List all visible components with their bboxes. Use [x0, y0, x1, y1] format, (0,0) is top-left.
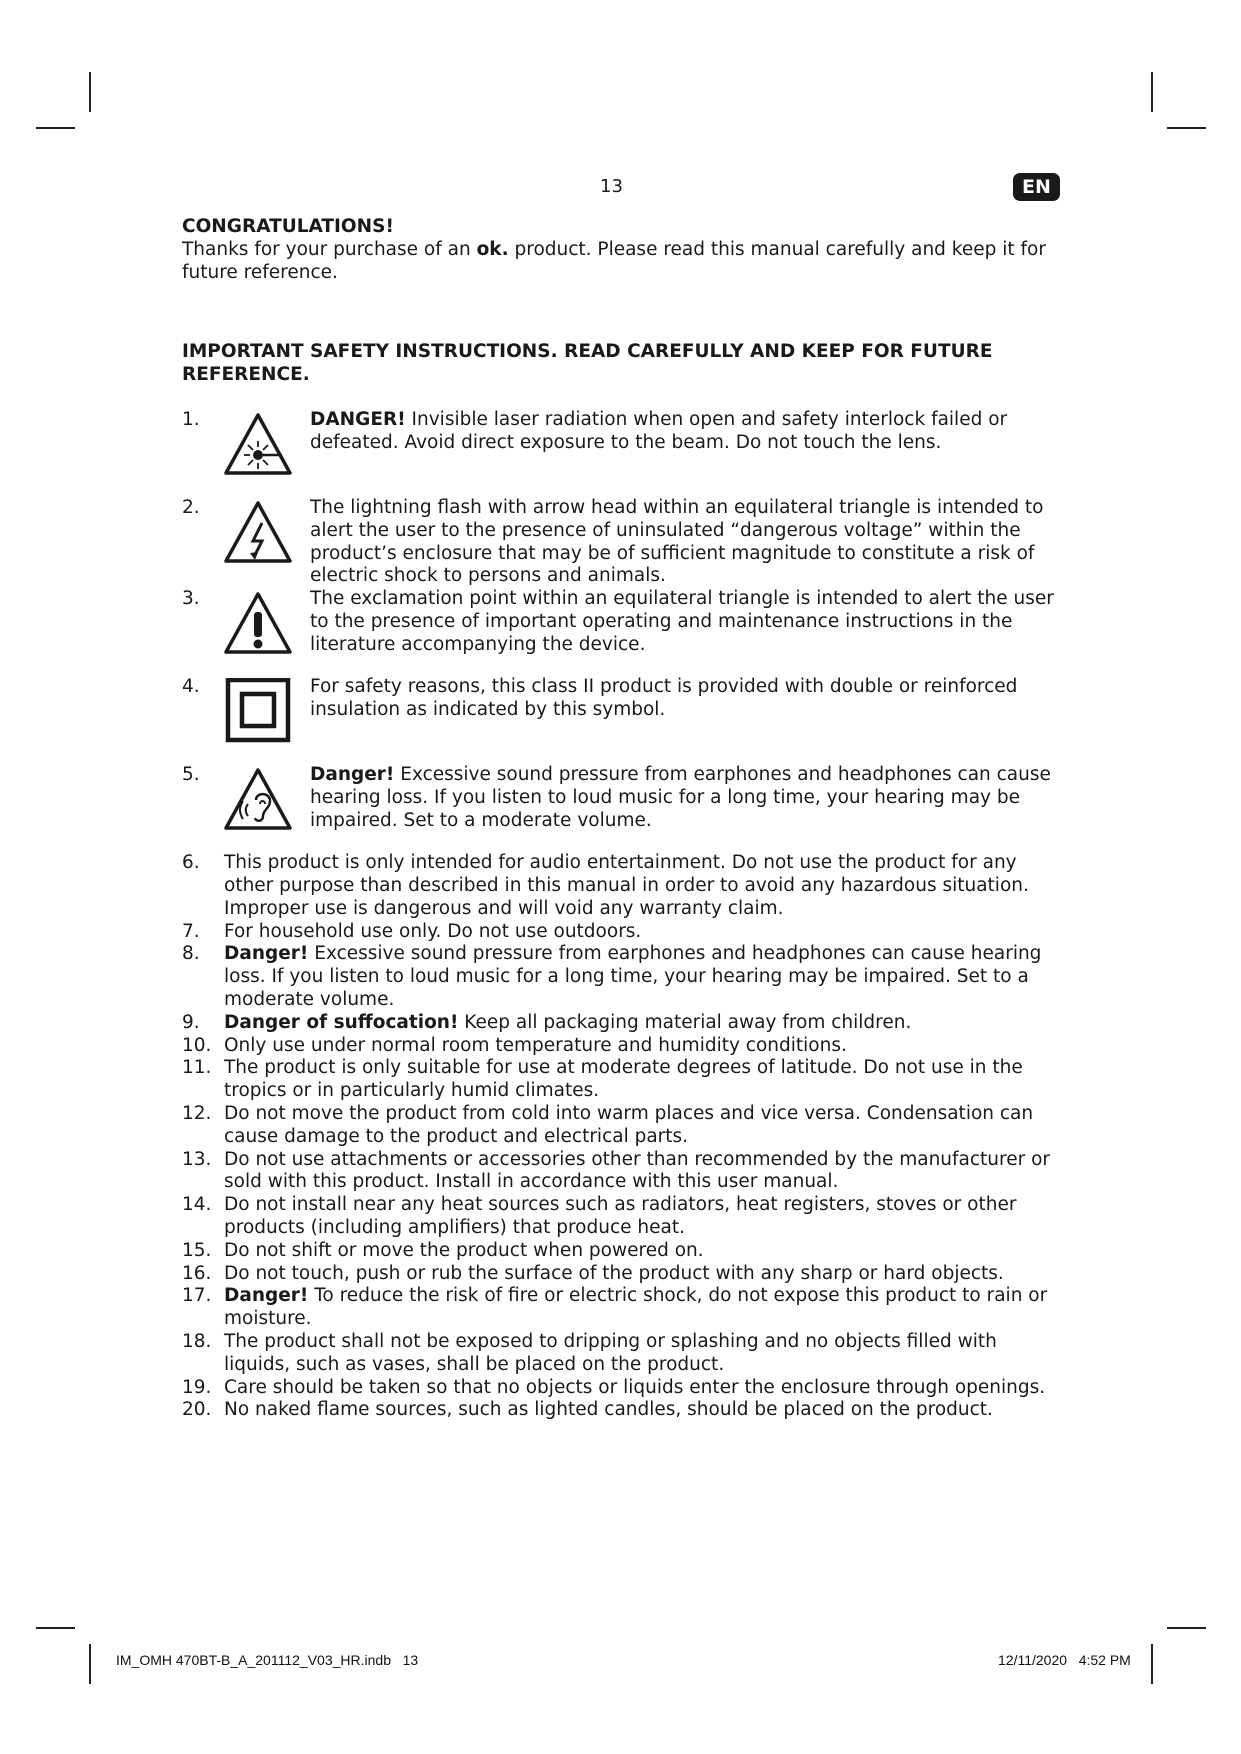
intro-text	[182, 239, 1062, 285]
list-item	[182, 1399, 1062, 1422]
item-text: Care should be taken so that no objects or liquids enter the enclosure through openings.	[224, 1376, 1046, 1398]
manual-content	[182, 216, 1062, 1422]
symbol-item	[182, 588, 1062, 658]
item-bold: Danger of suffocation!	[224, 1011, 459, 1033]
list-item	[182, 1377, 1062, 1400]
crop-mark	[1167, 127, 1206, 129]
safety-heading: IMPORTANT SAFETY INSTRUCTIONS. READ CAREFULLY AND KEEP FOR FUTURE REFERENCE.	[182, 341, 993, 386]
intro-text-end: product. Please read this manual carefully and keep it for future reference.	[182, 238, 1046, 283]
symbol-items	[182, 409, 1062, 834]
item-number: 7.	[182, 920, 200, 942]
item-bold: Danger!	[224, 943, 309, 965]
crop-mark	[1151, 72, 1153, 112]
laser-warning-icon	[222, 411, 294, 477]
list-item	[182, 1103, 1062, 1149]
lightning-warning-icon	[222, 499, 294, 565]
item-text: For household use only. Do not use outdoors.	[224, 920, 642, 942]
crop-mark	[89, 72, 91, 112]
safety-list	[182, 852, 1062, 1422]
item-body	[310, 409, 1062, 455]
item-body	[310, 497, 1062, 588]
item-number: 12.	[182, 1102, 212, 1124]
list-item	[182, 1012, 1062, 1035]
item-bold: DANGER!	[310, 408, 406, 430]
item-number: 13.	[182, 1148, 212, 1170]
list-item	[182, 1035, 1062, 1058]
symbol-item	[182, 764, 1062, 834]
list-item	[182, 1194, 1062, 1240]
intro-text-start: Thanks for your purchase of an	[182, 238, 477, 260]
item-body	[310, 676, 1062, 722]
item-number: 10.	[182, 1034, 212, 1056]
crop-mark	[1167, 1627, 1206, 1629]
item-number: 2.	[182, 496, 200, 518]
list-item	[182, 943, 1062, 1011]
crop-mark	[36, 127, 75, 129]
item-number: 16.	[182, 1262, 212, 1284]
crop-mark	[89, 1644, 91, 1684]
brand-name: ok.	[476, 238, 509, 260]
intro-heading: CONGRATULATIONS!	[182, 216, 394, 237]
item-body	[310, 764, 1062, 832]
item-text: Do not touch, push or rub the surface of the product with any sharp or hard objects.	[224, 1262, 1004, 1284]
item-number: 6.	[182, 852, 200, 874]
item-text: This product is only intended for audio entertainment. Do not use the product for any other purpose than described in this manual in order to avoid any hazardous situation. Improper use is dangerous and will void any warranty claim.	[224, 852, 1029, 919]
item-number: 3.	[182, 588, 200, 610]
crop-mark	[1151, 1644, 1153, 1684]
item-number: 19.	[182, 1376, 212, 1398]
footer-timestamp: 12/11/2020 4:52 PM	[998, 1652, 1131, 1668]
crop-mark	[36, 1627, 75, 1629]
symbol-item	[182, 497, 1062, 588]
item-text: Only use under normal room temperature and humidity conditions.	[224, 1034, 847, 1056]
item-text: Keep all packaging material away from children.	[458, 1011, 912, 1033]
item-text: For safety reasons, this class II product is provided with double or reinforced insulation as indicated by this symbol.	[310, 676, 1018, 720]
list-item	[182, 1331, 1062, 1377]
item-number: 1.	[182, 408, 200, 430]
list-item	[182, 1263, 1062, 1286]
item-number: 15.	[182, 1239, 212, 1261]
list-item	[182, 1149, 1062, 1195]
item-text: The product is only suitable for use at moderate degrees of latitude. Do not use in the tropics or in particularly humid climates.	[224, 1057, 1023, 1102]
item-number: 9.	[182, 1011, 200, 1033]
item-number: 5.	[182, 764, 200, 786]
item-text: Excessive sound pressure from earphones and headphones can cause hearing loss. If you listen to loud music for a long time, your hearing may be impaired. Set to a moderate volume.	[310, 764, 1051, 831]
item-text: Do not shift or move the product when powered on.	[224, 1239, 704, 1261]
item-body	[310, 588, 1062, 656]
symbol-item	[182, 409, 1062, 479]
item-text: Do not move the product from cold into warm places and vice versa. Condensation can cause damage to the product and electrical parts.	[224, 1102, 1034, 1147]
list-item	[182, 1057, 1062, 1103]
list-item	[182, 1240, 1062, 1263]
intro-section	[182, 216, 1062, 284]
item-number: 20.	[182, 1399, 212, 1421]
item-text: To reduce the risk of fire or electric shock, do not expose this product to rain or moisture.	[224, 1285, 1048, 1330]
item-text: Invisible laser radiation when open and safety interlock failed or defeated. Avoid direct exposure to the beam. Do not touch the lens.	[310, 408, 1008, 453]
item-bold: Danger!	[224, 1285, 309, 1307]
exclamation-warning-icon	[222, 590, 294, 656]
footer-file-info: IM_OMH 470BT-B_A_201112_V03_HR.indb 13	[116, 1652, 419, 1668]
hearing-damage-warning-icon	[222, 766, 294, 832]
list-item	[182, 921, 1062, 944]
item-number: 8.	[182, 943, 200, 965]
item-text: The lightning flash with arrow head within an equilateral triangle is intended to alert the user to the presence of uninsulated “dangerous voltage” within the product’s enclosure that may be of sufficient magnitude to constitute a risk of electric shock to persons and animals.	[310, 496, 1044, 587]
item-text: The product shall not be exposed to dripping or splashing and no objects filled with liquids, such as vases, shall be placed on the product.	[224, 1330, 997, 1375]
class-ii-double-square-icon	[222, 678, 294, 744]
item-number: 17.	[182, 1285, 212, 1307]
item-text: No naked flame sources, such as lighted candles, should be placed on the product.	[224, 1399, 993, 1421]
item-number: 14.	[182, 1194, 212, 1216]
item-text: Excessive sound pressure from earphones and headphones can cause hearing loss. If you listen to loud music for a long time, your hearing may be impaired. Set to a moderate volume.	[224, 943, 1042, 1010]
symbol-item	[182, 676, 1062, 746]
list-item	[182, 1285, 1062, 1331]
item-text: The exclamation point within an equilateral triangle is intended to alert the user to the presence of important operating and maintenance instructions in the literature accompanying the device.	[310, 588, 1054, 655]
item-text: Do not use attachments or accessories other than recommended by the manufacturer or sold with this product. Install in accordance with this user manual.	[224, 1148, 1051, 1193]
item-number: 11.	[182, 1057, 212, 1079]
item-number: 18.	[182, 1330, 212, 1352]
list-item	[182, 852, 1062, 920]
item-bold: Danger!	[310, 764, 395, 786]
page-number: 13	[600, 176, 623, 197]
language-badge: EN	[1013, 173, 1060, 201]
item-text: Do not install near any heat sources such as radiators, heat registers, stoves or other products (including amplifiers) that produce heat.	[224, 1194, 1017, 1238]
item-number: 4.	[182, 676, 200, 698]
